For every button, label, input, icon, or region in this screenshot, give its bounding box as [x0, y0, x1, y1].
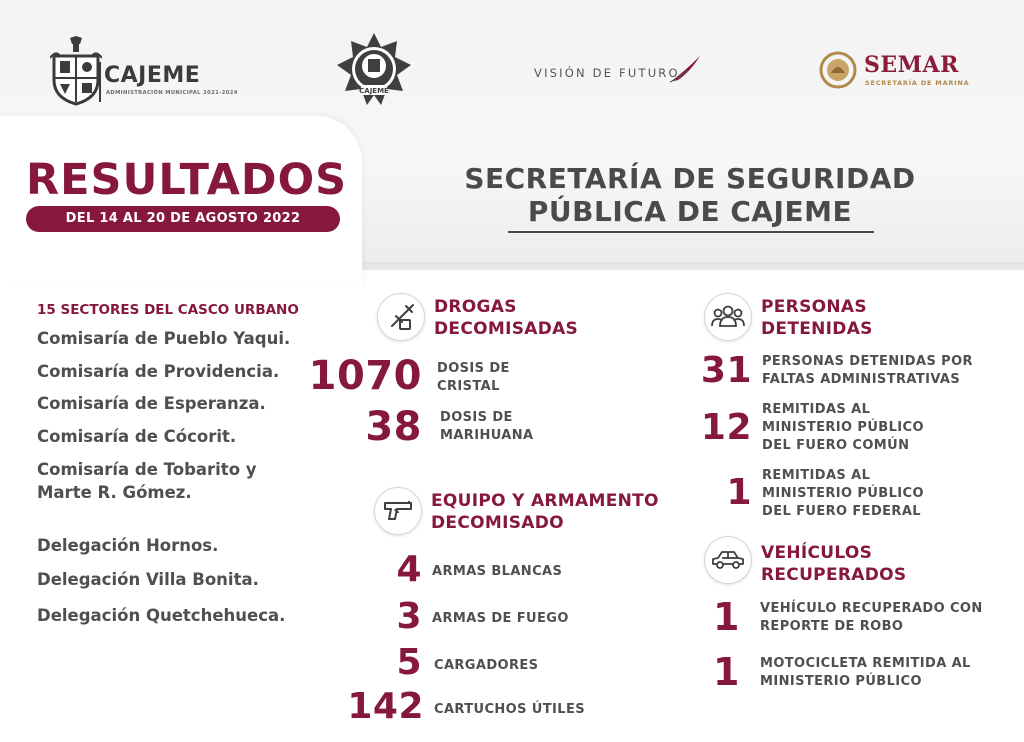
agency-title-line-2: PÚBLICA DE CAJEME [527, 195, 853, 228]
vision-slogan: VISIÓN DE FUTURO [534, 66, 680, 80]
page-title: RESULTADOS [26, 155, 348, 205]
detained-stat-label [762, 401, 924, 455]
location-item: Comisaría de Providencia. [37, 362, 280, 381]
swoosh-icon [668, 54, 702, 84]
vehicles-stat-label-line: VEHÍCULO RECUPERADO CON [760, 601, 983, 616]
location-item: Delegación Villa Bonita. [37, 570, 259, 589]
location-item: Comisaría de Esperanza. [37, 394, 266, 413]
date-range-badge: DEL 14 AL 20 DE AGOSTO 2022 [26, 206, 340, 232]
syringe-icon [386, 302, 416, 332]
people-icon [711, 304, 745, 330]
police-badge-icon [337, 33, 411, 109]
detained-stat-label-line: DEL FUERO FEDERAL [762, 504, 921, 519]
detained-stat-value: 12 [700, 407, 752, 448]
sectors-heading: 15 SECTORES DEL CASCO URBANO [37, 302, 299, 318]
weapons-stat-value: 4 [396, 549, 422, 590]
weapons-stat-value: 5 [396, 642, 422, 683]
mexico-seal-icon [818, 51, 858, 89]
drugs-stat-value: 38 [365, 404, 422, 450]
drugs-title-line-1: DROGAS [434, 297, 517, 317]
semar-subtitle: SECRETARÍA DE MARINA [865, 79, 970, 87]
vehicles-stat-label [760, 655, 971, 691]
vehicles-stat-label-line: REPORTE DE ROBO [760, 619, 904, 634]
detained-stat-value: 31 [700, 350, 752, 391]
drugs-stat-label [437, 360, 510, 396]
detained-icon-badge [704, 293, 752, 341]
cajeme-name: CAJEME [104, 63, 201, 88]
cajeme-crest-icon [50, 36, 102, 106]
location-item: Delegación Hornos. [37, 536, 219, 555]
weapons-stat-label: CARTUCHOS ÚTILES [434, 702, 585, 717]
cajeme-subtitle: ADMINISTRACIÓN MUNICIPAL 2021-2024 [106, 90, 238, 96]
vehicles-title [761, 542, 906, 586]
drugs-stat-label-line: MARIHUANA [440, 428, 534, 443]
drugs-title-line-2: DECOMISADAS [434, 319, 579, 339]
vehicles-stat-value: 1 [713, 650, 740, 694]
detained-stat-label-line: REMITIDAS AL [762, 402, 871, 417]
vehicles-title-line-2: RECUPERADOS [761, 565, 907, 585]
detained-stat-label [762, 353, 973, 389]
vehicles-stat-label-line: MINISTERIO PÚBLICO [760, 674, 922, 689]
police-badge-label: CAJEME [359, 87, 389, 95]
car-icon [711, 549, 745, 571]
header-band-shadow [362, 262, 1024, 272]
detained-stat-label-line: MINISTERIO PÚBLICO [762, 486, 924, 501]
drugs-stat-label [440, 409, 533, 445]
detained-stat-label-line: FALTAS ADMINISTRATIVAS [762, 372, 961, 387]
detained-stat-label [762, 467, 924, 521]
drugs-title [434, 296, 578, 340]
vehicles-icon-badge [704, 536, 752, 584]
weapons-icon-badge [374, 487, 422, 535]
detained-stat-label-line: PERSONAS DETENIDAS POR [762, 354, 973, 369]
vehicles-title-line-1: VEHÍCULOS [761, 543, 873, 563]
cajeme-divider [99, 62, 101, 102]
location-item: Comisaría de Cócorit. [37, 427, 237, 446]
weapons-stat-value: 142 [347, 686, 424, 727]
pistol-icon [383, 499, 413, 523]
detained-title-line-2: DETENIDAS [761, 319, 873, 339]
weapons-title-line-2: DECOMISADO [431, 513, 564, 533]
drugs-stat-label-line: CRISTAL [437, 379, 500, 394]
weapons-title-line-1: EQUIPO Y ARMAMENTO [431, 491, 659, 511]
drugs-stat-label-line: DOSIS DE [437, 361, 510, 376]
detained-title-line-1: PERSONAS [761, 297, 867, 317]
agency-title [420, 162, 960, 228]
drugs-icon-badge [377, 293, 425, 341]
location-item: Comisaría de Pueblo Yaqui. [37, 329, 291, 348]
vehicles-stat-value: 1 [713, 595, 740, 639]
location-item: Comisaría de Tobarito y [37, 460, 257, 479]
semar-name: SEMAR [864, 52, 959, 78]
weapons-title [431, 490, 659, 534]
weapons-stat-label: CARGADORES [434, 658, 539, 673]
drugs-stat-label-line: DOSIS DE [440, 410, 513, 425]
drugs-stat-value: 1070 [308, 353, 422, 399]
detained-stat-label-line: MINISTERIO PÚBLICO [762, 420, 924, 435]
location-item: Delegación Quetchehueca. [37, 606, 286, 625]
detained-stat-value: 1 [726, 472, 752, 513]
detained-stat-label-line: DEL FUERO COMÚN [762, 438, 910, 453]
agency-title-underline [508, 231, 874, 233]
vehicles-stat-label [760, 600, 983, 636]
detained-title [761, 296, 873, 340]
agency-title-line-1: SECRETARÍA DE SEGURIDAD [464, 162, 916, 195]
weapons-stat-label: ARMAS BLANCAS [432, 564, 563, 579]
weapons-stat-value: 3 [396, 596, 422, 637]
vehicles-stat-label-line: MOTOCICLETA REMITIDA AL [760, 656, 971, 671]
weapons-stat-label: ARMAS DE FUEGO [432, 611, 569, 626]
location-item: Marte R. Gómez. [37, 483, 192, 502]
detained-stat-label-line: REMITIDAS AL [762, 468, 871, 483]
